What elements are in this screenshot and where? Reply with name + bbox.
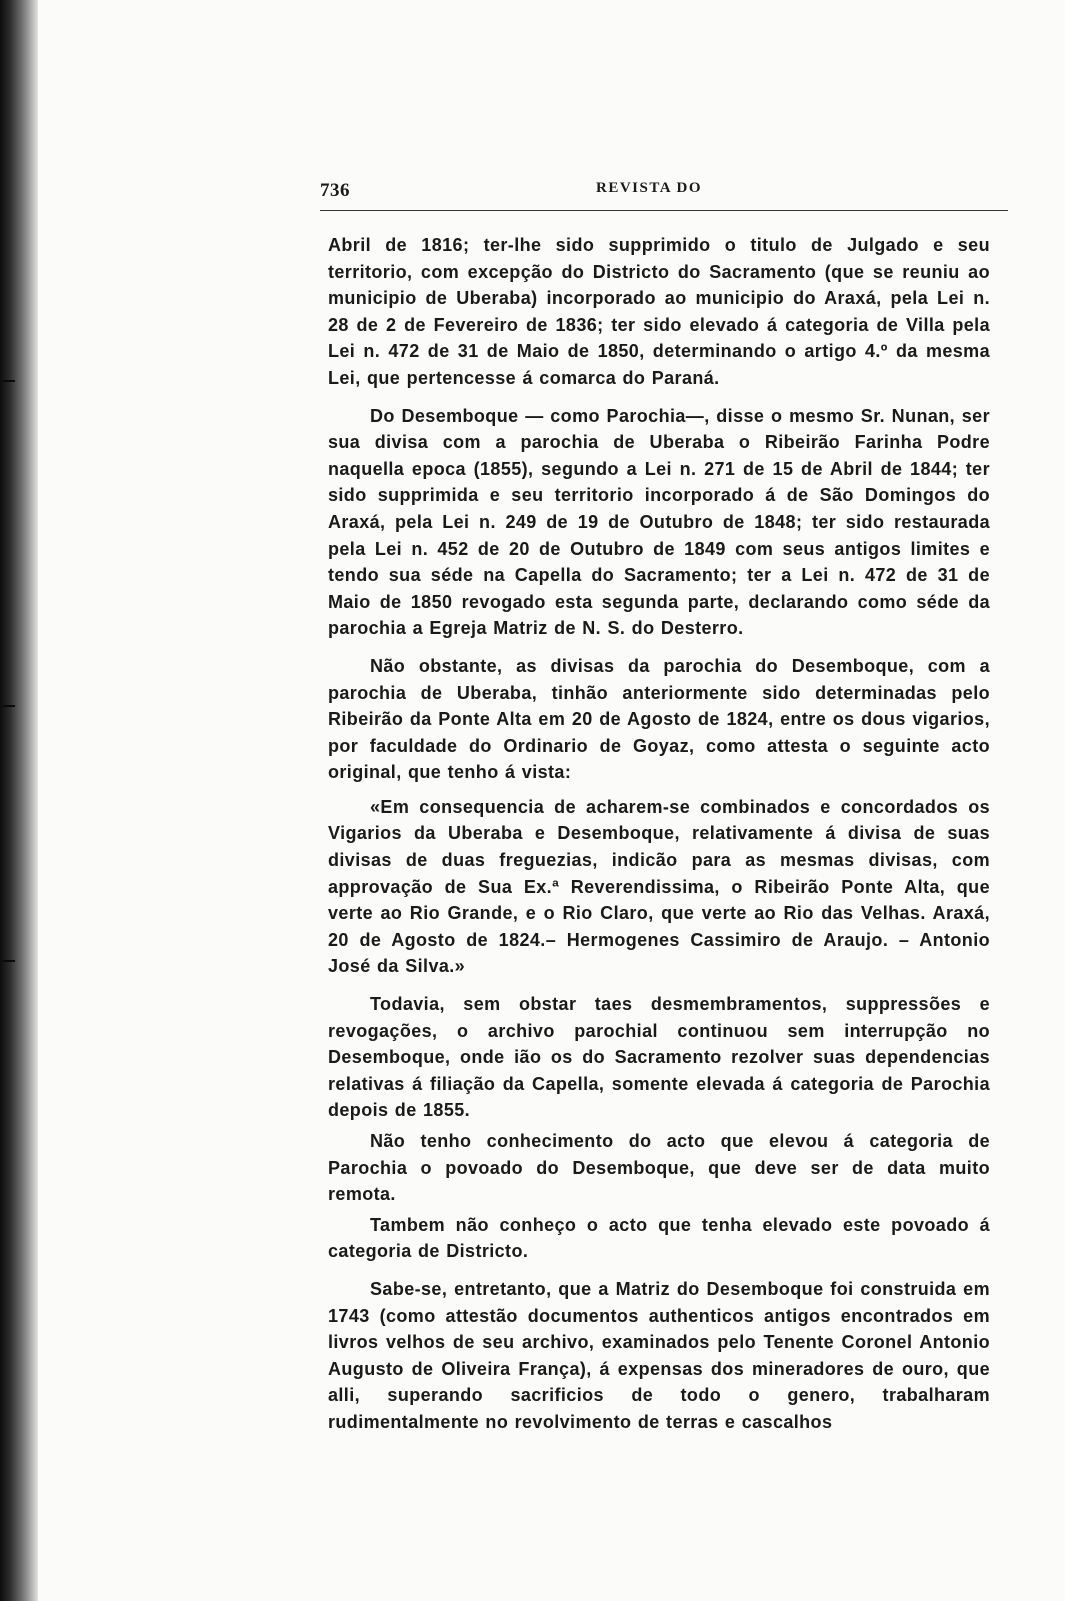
paragraph-6: Tambem não conheço o acto que tenha elevado este povoado á categoria de Districto. (328, 1214, 990, 1262)
paragraph-4: Todavia, sem obstar taes desmembramentos, suppressões e revogações, o archivo parochial continuou sem interrupção no Desemboque, onde ião os do Sacramento rezolver suas dependencias relativas á filiação da Capella, somente elevada á categoria de Parochia depois de 1855. (328, 994, 990, 1121)
quoted-act: «Em consequencia de acharem-se combinados e concordados os Vigarios da Uberaba e Desemboque, relativamente á divisa de suas divisas de duas freguezias, indicão para as mesmas divisas, com approvação de Sua Ex.ª Reverendissima, o Ribeirão Ponte Alta, que verte ao Rio Grande, e o Rio Claro, que verte ao Rio das Velhas. Araxá, 20 de Agosto de 1824.– Hermogenes Cassimiro de Araujo. – Antonio José da Silva.» (328, 796, 990, 977)
spine-mark (3, 960, 15, 962)
body-text (328, 232, 990, 1436)
paragraph-1: Abril de 1816; ter-lhe sido supprimido o titulo de Julgado e seu territorio, com excepção do Districto do Sacramento (que se reuniu ao municipio de Uberaba) incorporado ao municipio do Araxá, pela Lei n. 28 de 2 de Fevereiro de 1836; ter sido elevado á categoria de Villa pela Lei n. 472 de 31 de Maio de 1850, determinando o artigo 4.º da mesma Lei, que pertencesse á comarca do Paraná. (328, 235, 990, 388)
book-spine-shadow (0, 0, 38, 1601)
paragraph-3: Não obstante, as divisas da parochia do Desemboque, com a parochia de Uberaba, tinhão anteriormente sido determinadas pelo Ribeirão da Ponte Alta em 20 de Agosto de 1824, entre os dous vigarios, por faculdade do Ordinario de Goyaz, como attesta o seguinte acto original, que tenho á vista: (328, 655, 990, 783)
paragraph-7: Sabe-se, entretanto, que a Matriz do Desemboque foi construida em 1743 (como attestão documentos authenticos antigos encontrados em livros velhos de seu archivo, examinados pelo Tenente Coronel Antonio Augusto de Oliveira França), á expensas dos mineradores de ouro, que alli, superando sacrificios de todo o genero, trabalharam rudimentalmente no revolvimento de terras e cascalhos (328, 1278, 990, 1432)
spine-mark (3, 705, 15, 707)
running-title: REVISTA DO (596, 180, 702, 196)
page-header (320, 180, 1020, 216)
paragraph-2: Do Desemboque — como Parochia—, disse o mesmo Sr. Nunan, ser sua divisa com a parochia de Uberaba o Ribeirão Farinha Podre naquella epoca (1855), segundo a Lei n. 271 de 15 de Abril de 1844; ter sido supprimida e seu territorio incorporado á de São Domingos do Araxá, pela Lei n. 249 de 19 de Outubro de 1848; ter sido restaurada pela Lei n. 452 de 20 de Outubro de 1849 com seus antigos limites e tendo sua séde na Capella do Sacramento; ter a Lei n. 472 de 31 de Maio de 1850 revogado esta segunda parte, declarando como séde da parochia a Egreja Matriz de N. S. do Desterro. (328, 405, 990, 639)
page-number: 736 (320, 180, 350, 201)
paragraph-5: Não tenho conhecimento do acto que elevou á categoria de Parochia o povoado do Desemboque, que deve ser de data muito remota. (328, 1131, 990, 1205)
header-rule (320, 210, 1008, 211)
spine-mark (3, 380, 15, 382)
